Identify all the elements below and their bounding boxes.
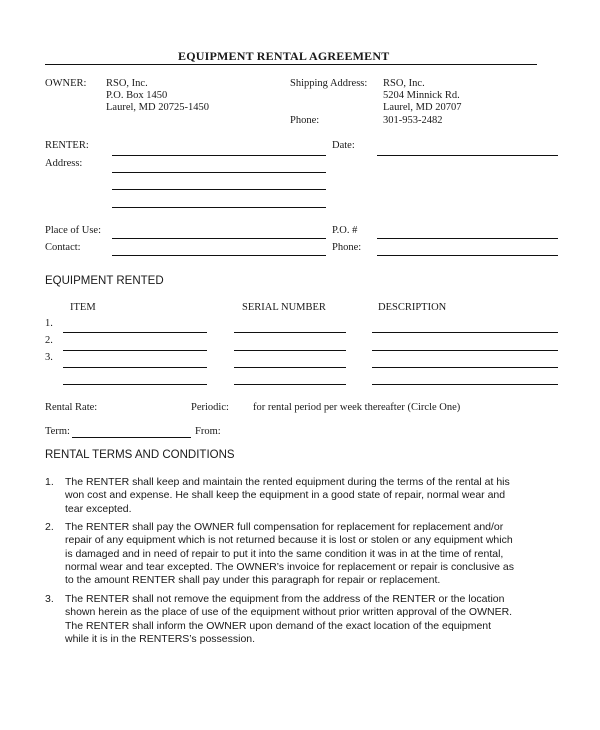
shipping-address-line1: 5204 Minnick Rd. (383, 90, 460, 101)
renter-phone-field[interactable] (377, 255, 558, 256)
term-line: tear excepted. (65, 502, 132, 515)
owner-address-line2: Laurel, MD 20725-1450 (106, 102, 209, 113)
shipping-phone-label: Phone: (290, 115, 320, 126)
date-field[interactable] (377, 155, 558, 156)
shipping-name: RSO, Inc. (383, 78, 425, 89)
description-field-1[interactable] (372, 332, 558, 333)
term-line: The RENTER shall inform the OWNER upon demand of the exact location of the equipment (65, 619, 492, 632)
row-number: 3. (45, 352, 53, 363)
address-field-line1[interactable] (112, 172, 326, 173)
description-field-3[interactable] (372, 367, 558, 368)
term-item-2 (45, 521, 565, 588)
renter-phone-label: Phone: (332, 242, 362, 253)
term-field[interactable] (72, 437, 191, 438)
rental-rate-label: Rental Rate: (45, 402, 98, 413)
term-line: while it is in the RENTERS’s possession. (65, 632, 256, 645)
po-label: P.O. # (332, 225, 358, 236)
term-line: repair of any equipment which is not returned because it is lost or stolen or any equipment which (65, 534, 513, 547)
description-field-4[interactable] (372, 384, 558, 385)
row-number: 2. (45, 335, 53, 346)
address-field-line2[interactable] (112, 189, 326, 190)
term-line: won cost and expense. He shall keep the equipment in a good state of repair, normal wear and (65, 489, 506, 502)
from-label: From: (195, 426, 221, 437)
term-line: The RENTER shall not remove the equipment from the address of the RENTER or the location (65, 593, 505, 605)
term-number: 2. (45, 521, 54, 533)
address-label: Address: (45, 158, 83, 169)
term-label: Term: (45, 426, 70, 437)
date-label: Date: (332, 140, 355, 151)
description-field-2[interactable] (372, 350, 558, 351)
item-field-3[interactable] (63, 367, 207, 368)
term-line: is damaged and in need of repair to put it into the same condition it was in at the time of rental, (65, 547, 504, 560)
serial-field-3[interactable] (234, 367, 346, 368)
term-line: The RENTER shall pay the OWNER full compensation for replacement for replacement and/or (65, 521, 504, 533)
column-serial-header: SERIAL NUMBER (242, 302, 326, 313)
contact-field[interactable] (112, 255, 326, 256)
term-line: to the amount RENTER shall pay under this paragraph for repair or replacement. (65, 574, 441, 587)
term-line: The RENTER shall keep and maintain the rented equipment during the terms of the rental at his (65, 476, 510, 488)
po-field[interactable] (377, 238, 558, 239)
term-item-3 (45, 593, 565, 647)
item-field-1[interactable] (63, 332, 207, 333)
periodic-label: Periodic: (191, 402, 229, 413)
serial-field-1[interactable] (234, 332, 346, 333)
item-field-4[interactable] (63, 384, 207, 385)
renter-field[interactable] (112, 155, 326, 156)
terms-heading: RENTAL TERMS AND CONDITIONS (45, 449, 235, 461)
place-of-use-field[interactable] (112, 238, 326, 239)
document-title: EQUIPMENT RENTAL AGREEMENT (178, 49, 390, 63)
term-item-1 (45, 476, 565, 516)
term-number: 3. (45, 593, 54, 605)
column-item-header: ITEM (70, 302, 96, 313)
renter-label: RENTER: (45, 140, 89, 151)
place-of-use-label: Place of Use: (45, 225, 101, 236)
term-line: normal wear and tear excepted. The OWNER’s invoice for replacement or repair is conclusive as (65, 560, 514, 573)
owner-label: OWNER: (45, 78, 87, 89)
shipping-address-line2: Laurel, MD 20707 (383, 102, 462, 113)
title-rule (45, 64, 537, 65)
contact-label: Contact: (45, 242, 81, 253)
column-description-header: DESCRIPTION (378, 302, 447, 313)
serial-field-2[interactable] (234, 350, 346, 351)
equipment-rented-heading: EQUIPMENT RENTED (45, 275, 164, 287)
row-number: 1. (45, 318, 53, 329)
term-line: shown herein as the place of use of the equipment without prior written approval of the OWNER. (65, 606, 513, 619)
shipping-phone: 301-953-2482 (383, 115, 443, 126)
owner-name: RSO, Inc. (106, 78, 148, 89)
shipping-address-label: Shipping Address: (290, 78, 368, 89)
term-number: 1. (45, 476, 54, 488)
owner-address-line1: P.O. Box 1450 (106, 90, 168, 101)
item-field-2[interactable] (63, 350, 207, 351)
address-field-line3[interactable] (112, 207, 326, 208)
serial-field-4[interactable] (234, 384, 346, 385)
periodic-text: for rental period per week thereafter (Circle One) (253, 402, 461, 413)
